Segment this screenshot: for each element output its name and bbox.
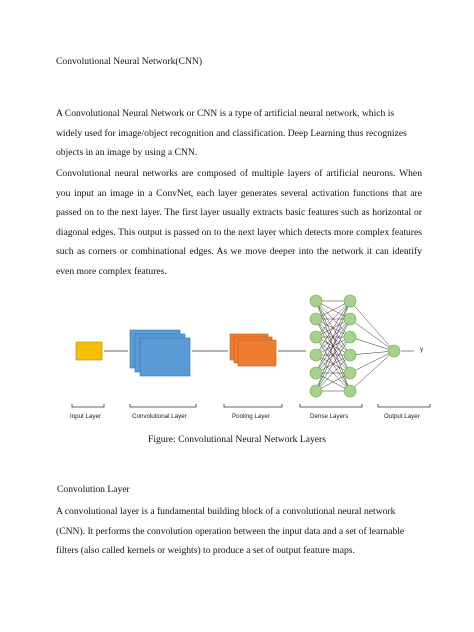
dense-neuron xyxy=(310,367,322,379)
dense-neuron xyxy=(344,313,356,325)
dense-neuron xyxy=(310,295,322,307)
output-connection xyxy=(350,337,394,351)
output-connection xyxy=(350,319,394,351)
pool-layer-stack xyxy=(230,334,276,366)
conv-layer-label: Convolutional Layer xyxy=(132,413,187,420)
output-neuron xyxy=(388,345,400,357)
output-connection xyxy=(350,351,394,391)
layers-paragraph: Convolutional neural networks are composed of multiple layers of artificial neurons. When you input an image in a ConvNet, each layer generates several activation functions that are passed on to the next layer. The first layer usually extracts basic features such as horizontal or diagonal edges. This output is passed on to the next layer which detects more complex features such as corners or combinational edges. As we move deeper into the network it can identify even more complex features. xyxy=(56,168,422,277)
conv-layer-stack xyxy=(130,330,190,376)
dense-neuron xyxy=(310,313,322,325)
output-y-label: y xyxy=(420,346,424,353)
output-connection xyxy=(350,301,394,351)
section-heading: Convolution Layer xyxy=(57,484,130,495)
dense-neuron xyxy=(344,367,356,379)
dense-neuron xyxy=(344,331,356,343)
input-layer-label: Input Layer xyxy=(70,413,101,420)
input-layer-box xyxy=(76,342,102,360)
cnn-layers-diagram xyxy=(60,290,440,430)
intro-paragraph: A Convolutional Neural Network or CNN is a type of artificial neural network, which is widely used for image/object recognition and classification. Deep Learning thus recognizes objects in an image by using a CNN. xyxy=(56,108,407,158)
dense-layer-label: Dense Layers xyxy=(310,413,349,420)
dense-neuron xyxy=(344,295,356,307)
pool-layer-label: Pooling Layer xyxy=(232,413,270,420)
convolution-paragraph: A convolutional layer is a fundamental building block of a convolutional neural network (CNN). It performs the convolution operation between the input data and a set of learnable filters (also called kernels or weights) to produce a set of output feature maps. xyxy=(56,506,405,556)
dense-neuron xyxy=(310,349,322,361)
layer-brackets xyxy=(72,404,430,407)
document-title: Convolutional Neural Network(CNN) xyxy=(56,56,203,67)
dense-neuron xyxy=(344,349,356,361)
dense-neuron xyxy=(310,331,322,343)
dense-layers-network xyxy=(310,295,414,397)
figure-caption: Figure: Convolutional Neural Network Layers xyxy=(148,434,326,445)
dense-neuron xyxy=(310,385,322,397)
output-layer-label: Output Layer xyxy=(384,413,420,420)
dense-neuron xyxy=(344,385,356,397)
